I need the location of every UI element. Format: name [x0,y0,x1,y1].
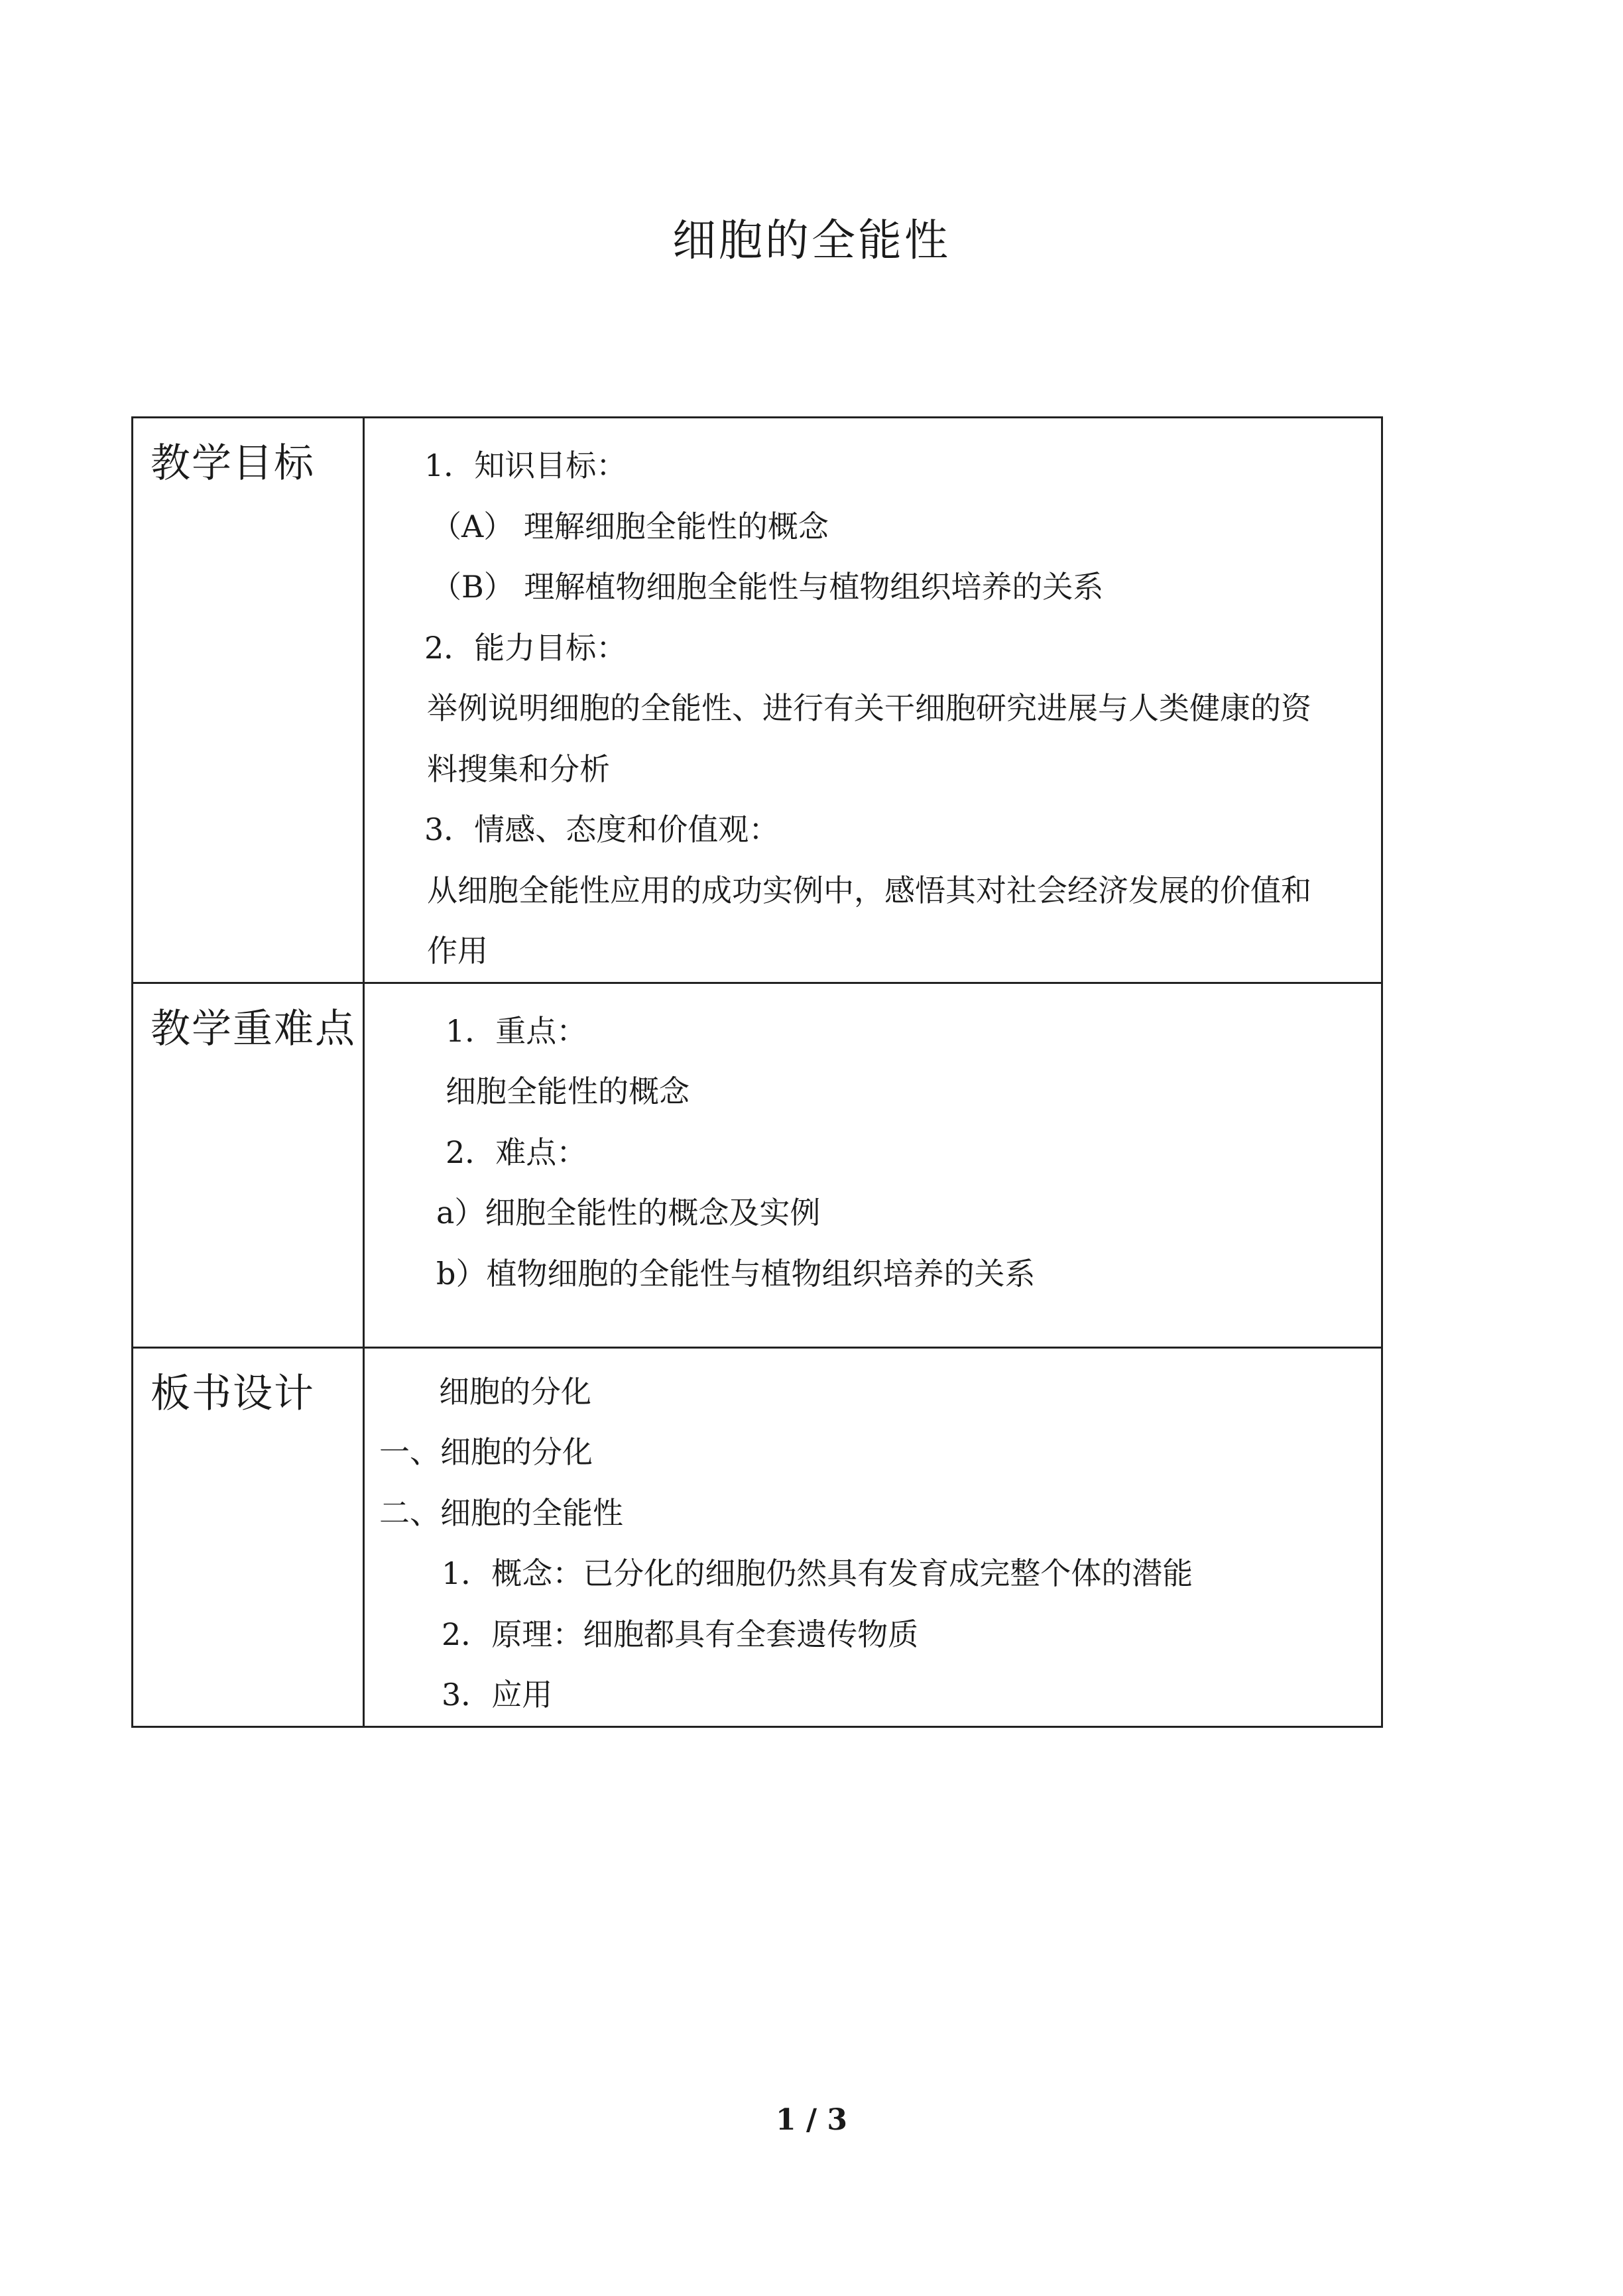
objectives-line-5: 举例说明细胞的全能性、进行有关干细胞研究进展与人类健康的资 [427,690,1311,726]
board-design-label: 板书设计 [150,1370,315,1417]
board-design-label-cell [133,1347,364,1726]
lesson-plan-table [131,416,1383,1728]
key-points-content [365,984,1381,1305]
table-row-board-design [133,1347,1382,1726]
board-design-content-cell [364,1347,1382,1726]
board-design-content [365,1349,1381,1726]
objectives-line-2: （A） 理解细胞全能性的概念 [431,508,829,544]
board-design-line-3: 二、细胞的全能性 [379,1494,623,1531]
key-points-label-cell [133,983,364,1347]
objectives-label: 教学目标 [150,440,315,487]
key-points-line-3: 2．难点： [446,1134,587,1170]
table-row-key-points [133,983,1382,1347]
key-points-line-1: 1．重点： [446,1012,587,1049]
board-design-line-2: 一、细胞的分化 [379,1434,593,1470]
page-number: 1 / 3 [776,2103,847,2137]
board-design-line-6: 3．应用 [442,1677,553,1713]
page-title: 细胞的全能性 [672,215,951,266]
objectives-line-9: 作用 [427,933,488,969]
board-design-line-1: 细胞的分化 [439,1373,591,1410]
objectives-content [365,418,1381,982]
objectives-line-8: 从细胞全能性应用的成功实例中，感悟其对社会经济发展的价值和 [427,872,1311,908]
objectives-line-4: 2．能力目标： [424,629,627,666]
key-points-line-2: 细胞全能性的概念 [446,1073,690,1109]
objectives-line-1: 1．知识目标： [424,448,627,483]
key-points-line-4: a）细胞全能性的概念及实例 [436,1195,821,1231]
key-points-label: 教学重难点 [150,1005,356,1052]
key-points-line-5: b）植物细胞的全能性与植物组织培养的关系 [436,1255,1036,1292]
objectives-line-3: （B） 理解植物细胞全能性与植物组织培养的关系 [431,569,1104,605]
objectives-content-cell [364,418,1382,983]
board-design-line-5: 2．原理：细胞都具有全套遗传物质 [442,1616,919,1652]
table-row-objectives [133,418,1382,983]
board-design-line-4: 1．概念：已分化的细胞仍然具有发育成完整个体的潜能 [442,1555,1193,1591]
objectives-line-7: 3．情感、态度和价值观： [424,812,780,847]
objectives-label-cell [133,418,364,983]
key-points-content-cell [364,983,1382,1347]
objectives-line-6: 料搜集和分析 [427,751,610,787]
